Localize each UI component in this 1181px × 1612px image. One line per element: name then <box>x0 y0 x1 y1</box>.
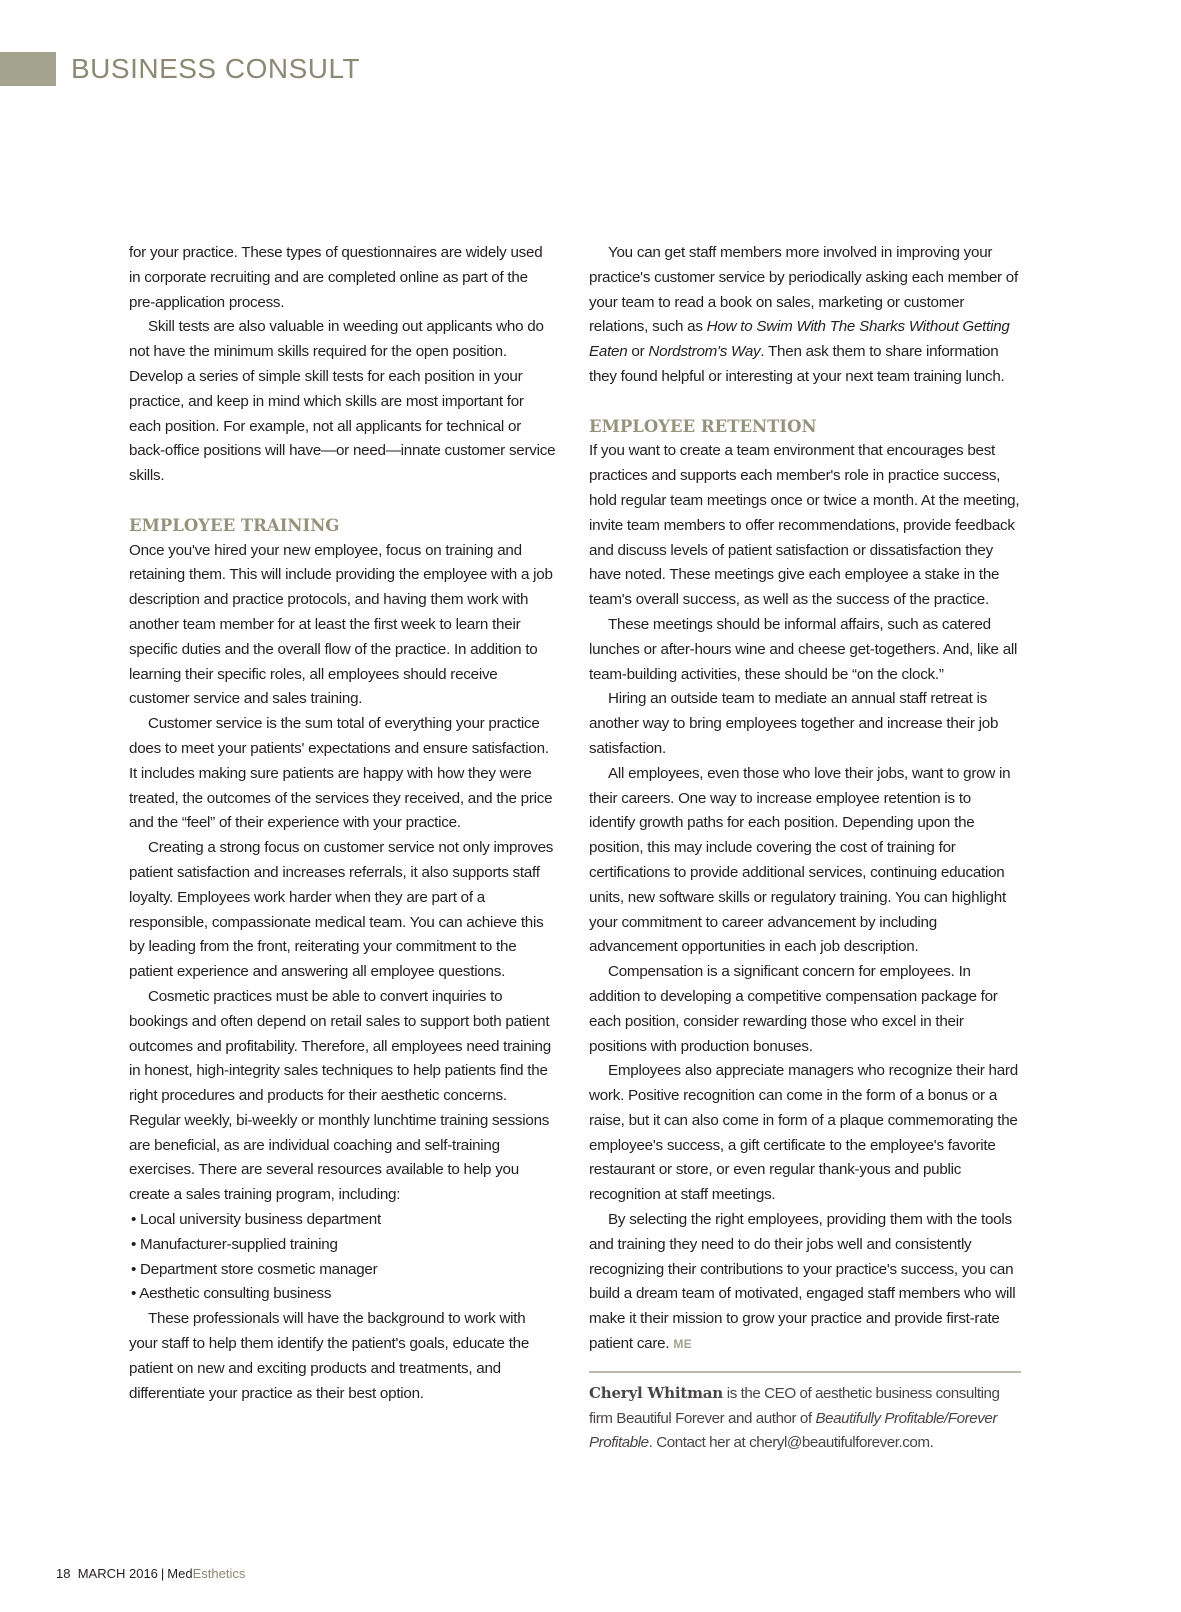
footer-separator: | <box>160 1566 165 1581</box>
list-item: • Department store cosmetic manager <box>131 1260 378 1278</box>
end-mark: ME <box>673 1337 693 1352</box>
page-footer <box>56 1565 245 1583</box>
section-title: BUSINESS CONSULT <box>71 53 361 84</box>
text-run: . Then ask them to share information they found helpful or interesting at your next team training lunch. <box>589 343 1005 385</box>
spacer <box>129 489 557 514</box>
brand-name-part: Med <box>167 1566 193 1581</box>
brand-name-part: Esthetics <box>192 1566 246 1581</box>
paragraph: Cosmetic practices must be able to convert inquiries to bookings and often depend on retail sales to support both patient outcomes and profitability. Therefore, all employees need training in honest, high-integrity sales techniques to help patients find the right procedures and products for their aesthetic concerns. Regular weekly, bi-weekly or monthly lunchtime training sessions are beneficial, as are individual coaching and self-training exercises. There are several resources available to help you create a sales training program, including: <box>129 987 551 1204</box>
paragraph: These meetings should be informal affairs, such as catered lunches or after-hours wine and cheese get-togethers. And, like all team-building activities, these should be “on the clock.” <box>589 615 1018 683</box>
paragraph <box>589 241 1021 390</box>
resource-list <box>129 1208 557 1307</box>
paragraph: Compensation is a significant concern for employees. In addition to developing a competitive compensation package for each position, consider rewarding those who excel in their positions with production bonuses. <box>589 963 998 1055</box>
list-item: • Manufacturer-supplied training <box>131 1235 338 1253</box>
book-title: Beautifully Profitable/Forever Profitable <box>589 1409 997 1452</box>
paragraph: Once you've hired your new employee, focus on training and retaining them. This will include providing the employee with a job description and practice protocols, and having them work with another team member for at least the first week to learn their specific duties and the overall flow of the practice. In addition to learning their specific roles, all employees should receive customer service and sales training. <box>129 541 553 708</box>
paragraph: for your practice. These types of questionnaires are widely used in corporate recruiting and are completed online as part of the pre-application process. <box>129 244 543 311</box>
paragraph: Skill tests are also valuable in weeding out applicants who do not have the minimum skills required for the open position. Develop a series of simple skill tests for each position in your practice, and keep in mind which skills are most important for each position. For example, not all applicants for technical or back-office positions will have—or need—innate customer service skills. <box>129 318 556 485</box>
paragraph: Hiring an outside team to mediate an annual staff retreat is another way to bring employees together and increase their job satisfaction. <box>589 690 999 757</box>
book-title: How to Swim With The Sharks Without Getting Eaten <box>589 318 1010 361</box>
issue-date: MARCH 2016 <box>77 1566 158 1581</box>
paragraph <box>589 1208 1021 1357</box>
author-name: Cheryl Whitman <box>589 1383 724 1402</box>
spacer <box>589 390 1021 415</box>
paragraph: Creating a strong focus on customer service not only improves patient satisfaction and increases referrals, it also supports staff loyalty. Employees work harder when they are part of a responsible, compassionate medical team. You can achieve this by leading from the front, reiterating your commitment to the patient experience and answering all employee questions. <box>129 839 554 981</box>
list-item: • Local university business department <box>131 1211 381 1229</box>
text-run: By selecting the right employees, providing them with the tools and training they need to do their jobs well and consistently recognizing their contributions to your practice's success, you can build a dream team of motivated, engaged staff members who will make it their mission to grow your practice and provide first-rate patient care. <box>589 1211 1016 1353</box>
book-title: Nordstrom's Way <box>648 343 761 361</box>
text-run: You can get staff members more involved in improving your practice's customer service by periodically asking each member of your team to read a book on sales, marketing or customer relations, such as <box>589 244 1018 336</box>
text-run: . Contact her at cheryl@beautifulforever.com. <box>648 1434 934 1452</box>
text-run: or <box>627 343 649 361</box>
paragraph: Customer service is the sum total of everything your practice does to meet your patients' expectations and ensure satisfaction. It includes making sure patients are happy with how they were treated, the outcomes of the services they received, and the price and the “feel” of their experience with your practice. <box>129 715 553 832</box>
page-number: 18 <box>56 1566 71 1581</box>
author-bio <box>589 1381 1021 1456</box>
article-right-column <box>589 241 1021 1456</box>
bio-divider <box>589 1371 1021 1373</box>
paragraph: All employees, even those who love their jobs, want to grow in their careers. One way to increase employee retention is to identify growth paths for each position. Depending upon the position, this may include covering the cost of training for certifications to provide additional services, continuing education units, new software skills or regulatory training. You can highlight your commitment to career advancement by including advancement opportunities in each job description. <box>589 764 1011 956</box>
paragraph: These professionals will have the background to work with your staff to help them identify the patient's goals, educate the patient on new and exciting products and treatments, and differentiate your practice as their best option. <box>129 1310 530 1402</box>
section-heading-training: EMPLOYEE TRAINING <box>129 515 340 535</box>
section-color-bar <box>0 52 56 86</box>
paragraph: Employees also appreciate managers who recognize their hard work. Positive recognition can come in the form of a bonus or a raise, but it can also come in form of a plaque commemorating the employee's success, a gift certificate to the employee's favorite restaurant or store, or even regular thank-yous and public recognition at staff meetings. <box>589 1062 1018 1204</box>
section-heading-retention: EMPLOYEE RETENTION <box>589 416 817 436</box>
text-run: is the CEO of aesthetic business consulting firm Beautiful Forever and author of <box>589 1384 1000 1427</box>
list-item: • Aesthetic consulting business <box>131 1285 332 1303</box>
paragraph: If you want to create a team environment that encourages best practices and supports each member's role in practice success, hold regular team meetings once or twice a month. At the meeting, invite team members to offer recommendations, provide feedback and discuss levels of patient satisfaction or dissatisfaction they have noted. These meetings give each employee a stake in the team's overall success, as well as the success of the practice. <box>589 442 1020 609</box>
article-left-column <box>129 241 557 1406</box>
